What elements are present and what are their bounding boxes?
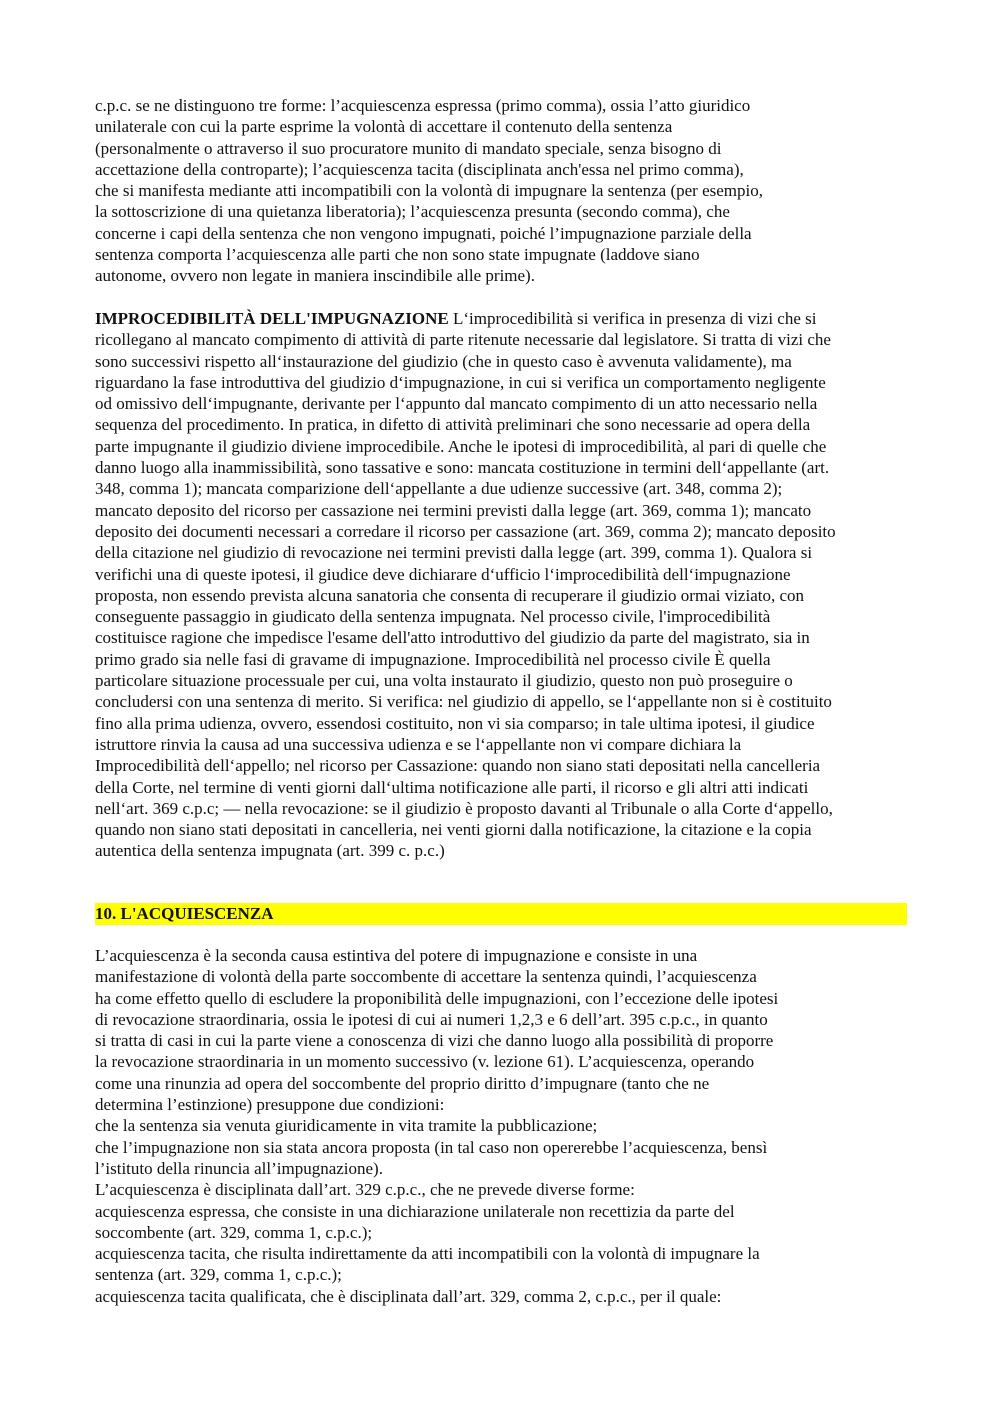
text-line: ha come effetto quello di escludere la proponibilità delle impugnazioni, con l’eccezione delle ipotesi (95, 988, 779, 1008)
text-line: come una rinunzia ad opera del soccombente del proprio diritto d’impugnare (tanto che ne (95, 1073, 710, 1093)
text-line: particolare situazione processuale per cui, una volta instaurato il giudizio, questo non può proseguire o (95, 671, 793, 691)
list-item: che la sentenza sia venuta giuridicamente in vita tramite la pubblicazione; (95, 1116, 598, 1136)
text-line: Improcedibilità dell‘appello; nel ricorso per Cassazione: quando non siano stati depositati nella cancelleria (95, 756, 821, 776)
section-improcedibilita (95, 308, 910, 862)
heading-continuation: L‘improcedibilità si verifica in presenza di vizi che si (448, 308, 817, 328)
text-line: verifichi una di queste ipotesi, il giudice deve dichiarare d‘ufficio l‘improcedibilità dell‘impugnazione (95, 564, 791, 584)
text-line (95, 308, 910, 329)
text-line: della citazione nel giudizio di revocazione nei termini previsti dalla legge (art. 399, comma 1). Qualora si (95, 543, 813, 563)
text-line: danno luogo alla inammissibilità, sono tassative e sono: mancata costituzione in termini dell‘appellante (art. (95, 458, 830, 478)
text-line: primo grado sia nelle fasi di gravame di impugnazione. Improcedibilità nel processo civile È quella (95, 649, 771, 669)
text-line: parte impugnante il giudizio diviene improcedibile. Anche le ipotesi di improcedibilità, al pari di quelle che (95, 436, 827, 456)
text-line: autonome, ovvero non legate in maniera inscindibile alle prime). (95, 266, 535, 286)
text-line: sentenza (art. 329, comma 1, c.p.c.); (95, 1265, 342, 1285)
text-line: la sottoscrizione di una quietanza liberatoria); l’acquiescenza presunta (secondo comma), che (95, 202, 730, 222)
text-line: riguardano la fase introduttiva del giudizio d‘impugnazione, in cui si verifica un comportamento negligente (95, 372, 826, 392)
list-item: acquiescenza tacita qualificata, che è disciplinata dall’art. 329, comma 2, c.p.c., per il quale: (95, 1286, 722, 1306)
text-line: della Corte, nel termine di venti giorni dall‘ultima notificazione alle parti, il ricorso e gli altri atti indicati (95, 777, 809, 797)
document-page (95, 95, 910, 1307)
text-line: costituisce ragione che impedisce l'esame dell'atto introduttivo del giudizio da parte del magistrato, sia in (95, 628, 810, 648)
text-line: conseguente passaggio in giudicato della sentenza impugnata. Nel processo civile, l'improcedibilità (95, 607, 771, 627)
text-line: istruttore rinvia la causa ad una successiva udienza e se l‘appellante non vi compare dichiara la (95, 734, 742, 754)
text-line: la revocazione straordinaria in un momento successivo (v. lezione 61). L’acquiescenza, operando (95, 1052, 755, 1072)
section-heading-highlighted: 10. L'ACQUIESCENZA (95, 903, 907, 925)
list-item: che l’impugnazione non sia stata ancora proposta (in tal caso non opererebbe l’acquiescenza, bensì (95, 1137, 768, 1157)
text-line: accettazione della controparte); l’acquiescenza tacita (disciplinata anch'essa nel primo comma), (95, 159, 744, 179)
text-line: soccombente (art. 329, comma 1, c.p.c.); (95, 1222, 373, 1242)
text-line: L’acquiescenza è la seconda causa estintiva del potere di impugnazione e consiste in una (95, 945, 698, 965)
text-line: ricollegano al mancato compimento di attività di parte ritenute necessarie dal legislatore. Si tratta di vizi che (95, 330, 831, 350)
text-line: proposta, non essendo prevista alcuna sanatoria che consenta di recuperare il giudizio ormai viziato, con (95, 585, 805, 605)
text-line: sequenza del procedimento. In pratica, in difetto di attività preliminari che sono necessarie ad opera della (95, 415, 811, 435)
list-item: acquiescenza espressa, che consiste in una dichiarazione unilaterale non recettizia da parte del (95, 1201, 735, 1221)
text-line: che si manifesta mediante atti incompatibili con la volontà di impugnare la sentenza (per esempio, (95, 181, 763, 201)
text-line: deposito dei documenti necessari a corredare il ricorso per cassazione (art. 369, comma 2); mancato deposito (95, 521, 836, 541)
paragraph-acquiescenza-forme (95, 95, 910, 287)
section-heading: IMPROCEDIBILITÀ DELL'IMPUGNAZIONE (95, 308, 449, 328)
text-line: fino alla prima udienza, ovvero, essendosi costituito, non vi sia comparso; in tale ultima ipotesi, il giudice (95, 713, 815, 733)
text-line: di revocazione straordinaria, ossia le ipotesi di cui ai numeri 1,2,3 e 6 dell’art. 395 c.p.c., in quanto (95, 1009, 768, 1029)
text-line: l’istituto della rinuncia all’impugnazione). (95, 1158, 383, 1178)
text-line: od omissivo dell‘impugnante, derivante per l‘appunto dal mancato compimento di un atto necessario nella (95, 394, 818, 414)
text-line: autentica della sentenza impugnata (art. 399 c. p.c.) (95, 841, 445, 861)
text-line: 348, comma 1); mancata comparizione dell‘appellante a due udienze successive (art. 348, comma 2); (95, 479, 783, 499)
text-line: c.p.c. se ne distinguono tre forme: l’acquiescenza espressa (primo comma), ossia l’atto giuridico (95, 96, 751, 115)
text-line: quando non siano stati depositati in cancelleria, nei venti giorni dalla notificazione, la citazione e la copia (95, 820, 812, 840)
text-line: sono successivi rispetto all‘instaurazione del giudizio (che in questo caso è avvenuta validamente), ma (95, 351, 792, 371)
text-line: concludersi con una sentenza di merito. Si verifica: nel giudizio di appello, se l‘appellante non si è costituito (95, 692, 832, 712)
text-line: determina l’estinzione) presuppone due condizioni: (95, 1095, 445, 1115)
text-line: mancato deposito del ricorso per cassazione nei termini previsti dalla legge (art. 369, comma 1); mancato (95, 500, 812, 520)
section-acquiescenza (95, 945, 910, 1307)
text-line: manifestazione di volontà della parte soccombente di accettare la sentenza quindi, l’acquiescenza (95, 967, 757, 987)
text-line: L’acquiescenza è disciplinata dall’art. 329 c.p.c., che ne prevede diverse forme: (95, 1180, 635, 1200)
text-line: nell‘art. 369 c.p.c; — nella revocazione: se il giudizio è proposto davanti al Tribunale o alla Corte d‘appello, (95, 798, 833, 818)
text-line: (personalmente o attraverso il suo procuratore munito di mandato speciale, senza bisogno di (95, 138, 722, 158)
text-line: sentenza comporta l’acquiescenza alle parti che non sono state impugnate (laddove siano (95, 245, 700, 265)
text-line: unilaterale con cui la parte esprime la volontà di accettare il contenuto della sentenza (95, 117, 673, 137)
list-item: acquiescenza tacita, che risulta indirettamente da atti incompatibili con la volontà di impugnare la (95, 1244, 760, 1264)
text-line: concerne i capi della sentenza che non vengono impugnati, poiché l’impugnazione parziale della (95, 223, 752, 243)
text-line: si tratta di casi in cui la parte viene a conoscenza di vizi che danno luogo alla possibilità di proporre (95, 1031, 774, 1051)
